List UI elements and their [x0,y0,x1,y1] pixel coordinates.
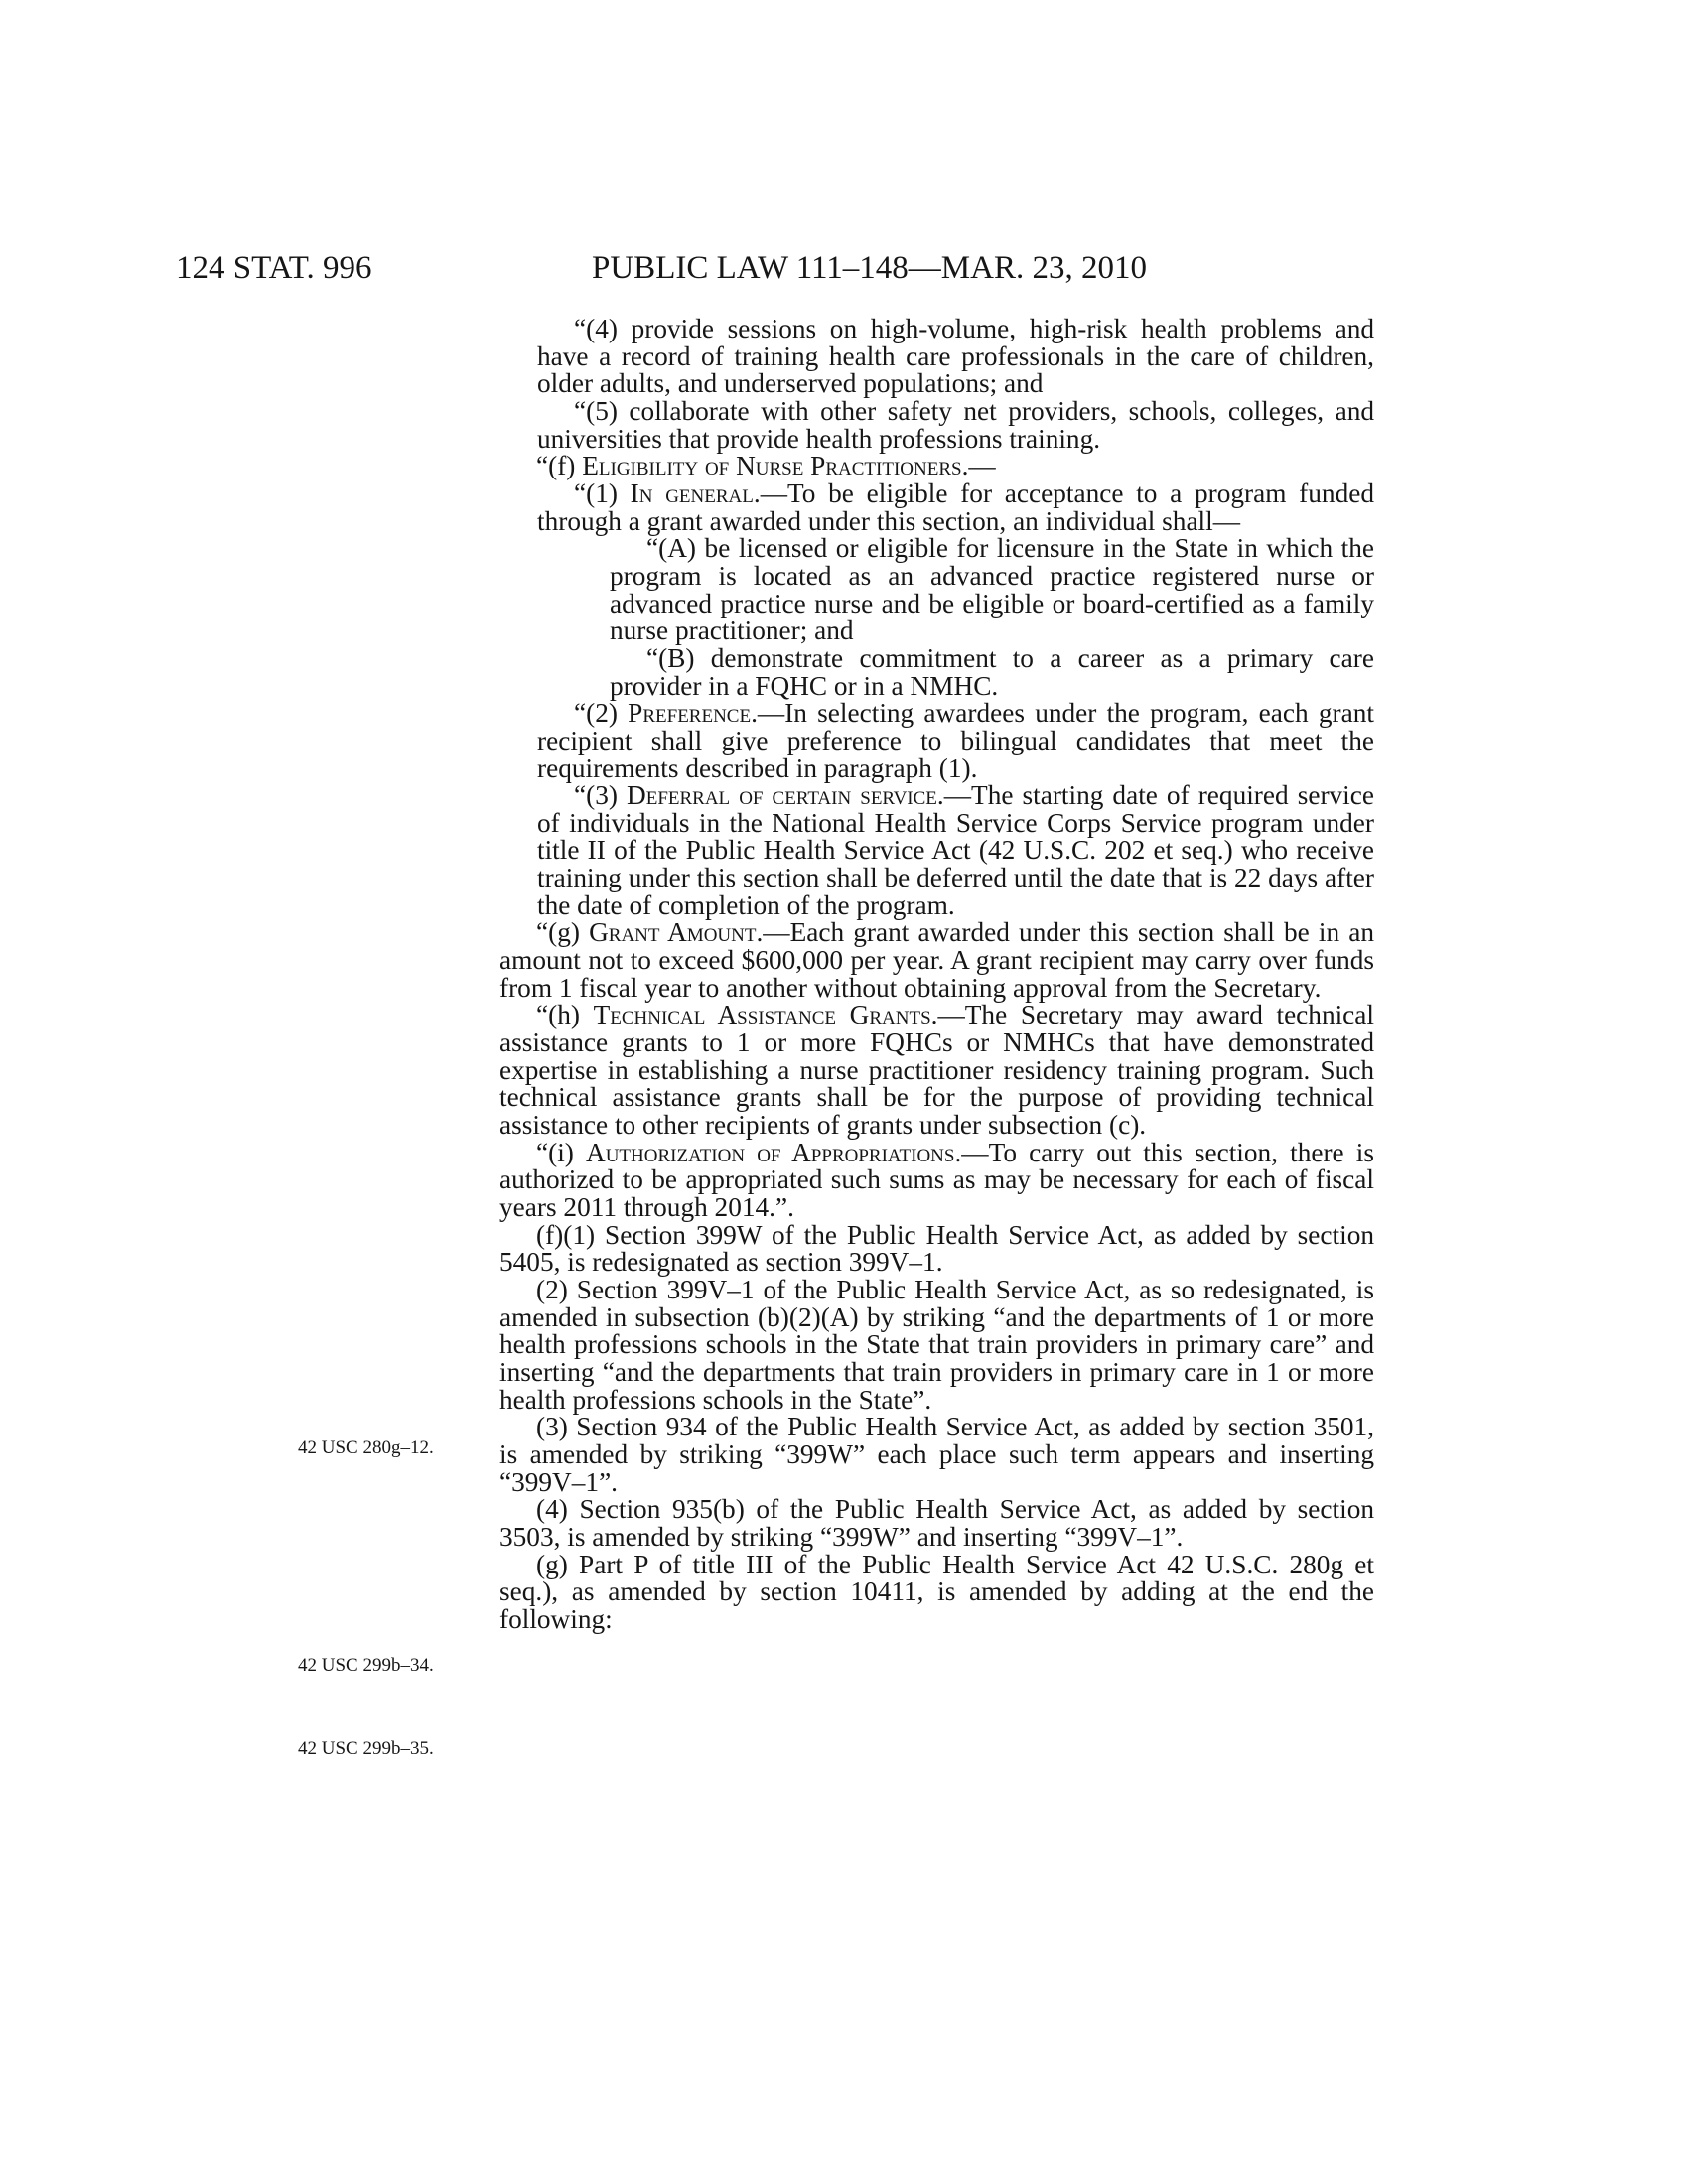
paragraph: “(i) Authorization of Appropriations.—To carry out this section, there is authorized to be appropriated such sums as may be necessary for each of fiscal years 2011 through 2014.”. [499,1137,1374,1222]
margin-citation: 42 USC 299b–35. [298,1738,434,1759]
section-caption: Grant Amount [589,917,757,948]
section-caption: Preference [628,698,752,729]
section-caption: Authorization of Appropriations [586,1137,955,1167]
statute-page-number: 124 STAT. 996 [176,250,372,286]
running-header-title: PUBLIC LAW 111–148—MAR. 23, 2010 [592,250,1147,286]
subsection-heading: “(f) Eligibility of Nurse Practitioners.— [536,451,996,481]
paragraph: (3) Section 934 of the Public Health Service Act, as added by section 3501, is amended by striking “399W” each place such term appears and inserting “399V–1”. [499,1412,1374,1497]
paragraph: “(3) Deferral of certain service.—The starting date of required service of individuals in the National Health Service Corps Service program under title II of the Public Health Service Act (42 U.S.C. 202 et seq.) who receive training under this section shall be deferred until the date that is 22 days after the date of completion of the program. [537,780,1374,920]
paragraph: “(2) Preference.—In selecting awardees under the program, each grant recipient shall give preference to bilingual candidates that meet the requirements described in paragraph (1). [537,698,1374,783]
section-caption: Deferral of certain service [627,780,937,811]
paragraph: “(A) be licensed or eligible for licensure in the State in which the program is located as an advanced practice registered nurse or advanced practice nurse and be eligible or board-certified as a family nurse practitioner; and [610,533,1374,646]
paragraph: (g) Part P of title III of the Public Health Service Act 42 U.S.C. 280g et seq.), as amended by section 10411, is amended by adding at the end the following: [499,1549,1374,1634]
paragraph: “(4) provide sessions on high-volume, high-risk health problems and have a record of training health care professionals in the care of children, older adults, and underserved populations; and [537,314,1374,399]
statute-body [499,316,1374,1634]
section-caption: In general [630,478,754,508]
section-caption: Eligibility of Nurse Practitioners [582,451,962,481]
paragraph: (4) Section 935(b) of the Public Health Service Act, as added by section 3503, is amended by striking “399W” and inserting “399V–1”. [499,1494,1374,1552]
paragraph: “(5) collaborate with other safety net providers, schools, colleges, and universities that provide health professions training. [537,395,1374,454]
margin-citation: 42 USC 280g–12. [298,1437,434,1458]
paragraph: “(B) demonstrate commitment to a career as a primary care provider in a FQHC or in a NMHC. [610,642,1374,701]
paragraph: “(h) Technical Assistance Grants.—The Secretary may award technical assistance grants to 1 or more FQHCs or NMHCs that have demonstrated expertise in establishing a nurse practitioner residency training program. Such technical assistance grants shall be for the purpose of providing technical assistance to other recipients of grants under subsection (c). [499,1000,1374,1141]
section-caption: Technical Assistance Grants [593,1000,931,1030]
paragraph: (2) Section 399V–1 of the Public Health Service Act, as so redesignated, is amended in subsection (b)(2)(A) by striking “and the departments of 1 or more health professions schools in the State that train providers in primary care” and inserting “and the departments that train providers in primary care in 1 or more health professions schools in the State”. [499,1274,1374,1415]
paragraph: “(g) Grant Amount.—Each grant awarded under this section shall be in an amount not to exceed $600,000 per year. A grant recipient may carry over funds from 1 fiscal year to another without obtaining approval from the Secretary. [499,917,1374,1003]
paragraph: “(1) In general.—To be eligible for acceptance to a program funded through a grant awarded under this section, an individual shall— [537,478,1374,536]
margin-citation: 42 USC 299b–34. [298,1655,434,1676]
paragraph: (f)(1) Section 399W of the Public Health Service Act, as added by section 5405, is redesignated as section 399V–1. [499,1219,1374,1278]
